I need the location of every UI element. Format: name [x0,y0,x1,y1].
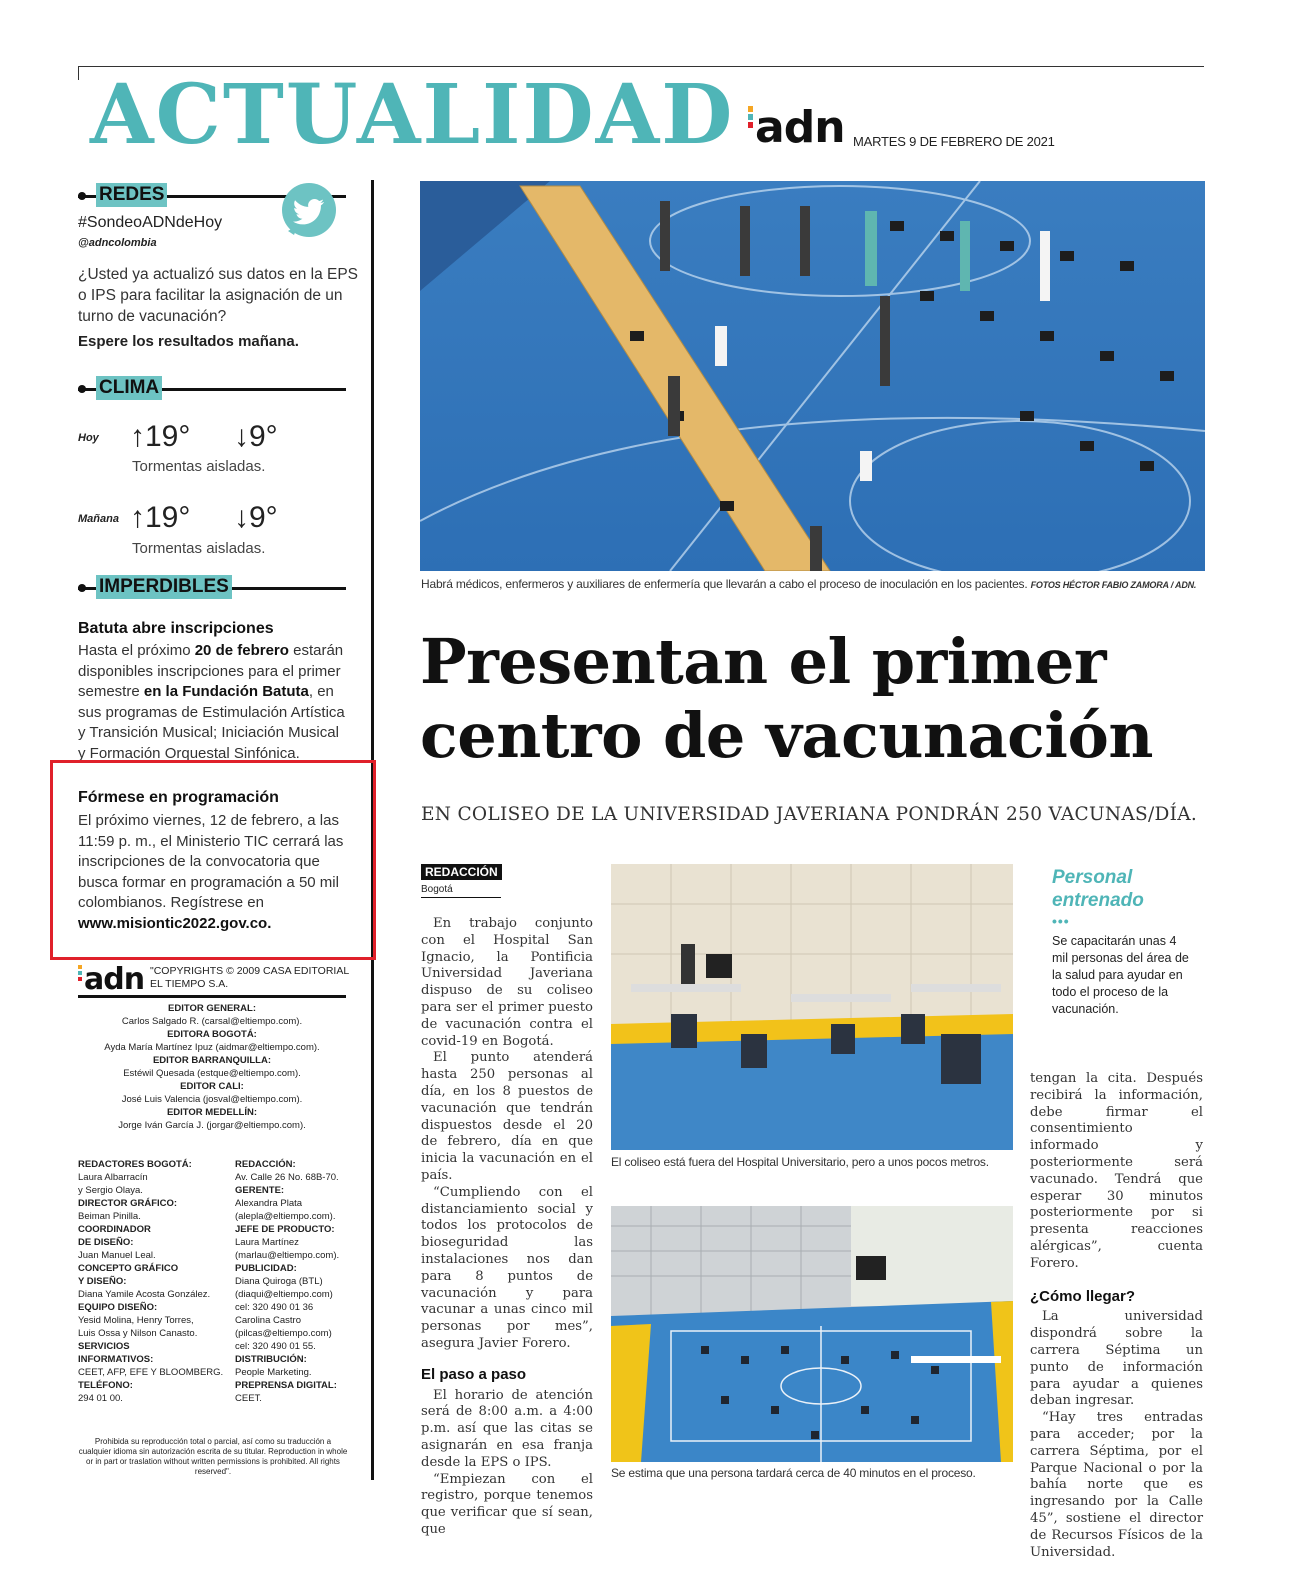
hall-photo [611,1206,1013,1462]
main-photo [420,181,1205,571]
misiontic-link[interactable]: www.misiontic2022.gov.co. [78,914,272,932]
staff-name: Beiman Pinilla. [78,1211,141,1222]
staff-role: JEFE DE PRODUCTO: [235,1224,335,1235]
weather-condition-tomorrow: Tormentas aisladas. [132,540,266,557]
imperdible-2-title: Fórmese en programación [78,789,279,806]
editor-name: Ayda María Martínez Ipuz (aidmar@eltiempo.com). [104,1042,320,1053]
weather-day-today: Hoy [78,432,99,444]
logo-dots-icon [748,106,753,130]
coliseum-photo-caption: El coliseo está fuera del Hospital Universitario, pero a unos pocos metros. [611,1155,989,1169]
redes-header: REDES [78,184,346,208]
weather-max-today: ↑19° [130,420,191,453]
staff-role: PREPRENSA DIGITAL: [235,1380,337,1391]
staff-role: TELÉFONO: [78,1380,133,1391]
sidebox-dots: ••• [1052,913,1070,929]
credits-rule [78,995,346,998]
staff-role: PUBLICIDAD: [235,1263,297,1274]
logo-dots-icon [78,965,82,983]
staff-role: EQUIPO DISEÑO: [78,1302,158,1313]
legal-notice: Prohibida su reproducción total o parcial, así como su traducción a cualquier idioma sin autorización escrita de su titular. Reproduction in whole or in part or traslation without written permissions is prohibited. All rights reserved". [78,1437,348,1476]
dateline-city: Bogotá [421,884,453,895]
staff-name: Laura Albarracín y Sergio Olaya. [78,1172,148,1196]
staff-name: 294 01 00. [78,1393,123,1404]
headline: Presentan el primer centro de vacunación [420,625,1153,772]
editor-role: EDITOR MEDELLÍN: [166,1107,258,1118]
staff-name: Diana Quiroga (BTL) (diaqui@eltiempo.com) cel: 320 490 01 36 Carolina Castro (pilcas@eltiempo.com) cel: 320 490 01 55. [235,1276,333,1352]
weather-condition-today: Tormentas aisladas. [132,458,266,475]
staff-role: SERVICIOS INFORMATIVOS: [78,1341,154,1365]
staff-name: Alexandra Plata (alepla@eltiempo.com). [235,1198,336,1222]
staff-name: People Marketing. [235,1367,312,1378]
copyright: "COPYRIGHTS © 2009 CASA EDITORIAL EL TIEMPO S.A. [150,965,349,990]
editor-name: José Luis Valencia (josval@eltiempo.com). [121,1094,303,1105]
imperdibles-header: IMPERDIBLES [78,576,346,600]
clima-header: CLIMA [78,377,346,401]
staff-role: COORDINADOR DE DISEÑO: [78,1224,151,1248]
credits-right [235,1158,360,1405]
editor-role: EDITORA BOGOTÁ: [167,1029,257,1040]
staff-role: CONCEPTO GRÁFICO Y DISEÑO: [78,1263,179,1287]
staff-name: Laura Martínez (marlau@eltiempo.com). [235,1237,340,1261]
main-photo-caption: Habrá médicos, enfermeros y auxiliares de enfermería que llevarán a cabo el proceso de inoculación en los pacientes. FOTOS HÉCTOR FABIO ZAMORA / ADN. [421,577,1197,591]
staff-role: GERENTE: [235,1185,285,1196]
article-column-1: En trabajo conjunto con el Hospital San Ignacio, la Pontificia Universidad Javeriana dispuso de su coliseo para ser el primer puesto de vacunación contra el covid-19 en Bogotá. El punto atenderá hasta 250 personas al día, en los 8 puestos de vacunación que tendrán dispuestos desde el 20 de febrero, día en que inicia la vacunación en el país. “Cumpliendo con el distanciamiento social y todos los protocolos de bioseguridad las instalaciones nos dan para 8 puntos de vacunación y para vacunar a unas cinco mil personas por mes”, asegura Javier Forero. El paso a paso El horario de atención será de 8:00 a.m. a 4:00 p.m. así que las citas se asignarán en esa franja desde la EPS o IPS. “Empiezan con el registro, porque tenemos que verificar que sí sean, que [421,916,593,1537]
adn-logo-small: adn [78,965,144,995]
coliseum-photo [611,864,1013,1150]
weather-min-tomorrow: ↓9° [234,501,278,534]
subhead-como-llegar: ¿Cómo llegar? [1030,1287,1136,1305]
section-title: ACTUALIDAD [90,67,735,163]
weather-day-tomorrow: Mañana [78,513,119,525]
weather-max-tomorrow: ↑19° [130,501,191,534]
editor-role: EDITOR GENERAL: [168,1003,256,1014]
poll-question: ¿Usted ya actualizó sus datos en la EPS o IPS para facilitar la asignación de un turno de vacunación? [78,266,359,325]
staff-name: Diana Yamile Acosta González. [78,1289,211,1300]
staff-role: REDACCIÓN: [235,1159,296,1170]
editor-role: EDITOR BARRANQUILLA: [152,1055,272,1066]
subhead-paso-a-paso: El paso a paso [421,1365,527,1383]
editors-list [78,1002,346,1132]
adn-logo: adn [748,106,845,150]
poll-cta: Espere los resultados mañana. [78,333,299,350]
imperdible-1-text: Hasta el próximo 20 de febrero estarán disponibles inscripciones para el primer semestre en la Fundación Batuta, en sus programas de Estimulación Artística y Transición Musical; Iniciación Musical y Formación Orquestal Sinfónica. [78,642,345,762]
byline: REDACCIÓN [421,864,502,880]
staff-name: Yesid Molina, Henry Torres, Luis Ossa y Nilson Canasto. [78,1315,198,1339]
credits-left [78,1158,228,1405]
hashtag: #SondeoADNdeHoy [78,214,223,231]
twitter-handle: @adncolombia [78,237,157,249]
issue-date: MARTES 9 DE FEBRERO DE 2021 [853,134,1055,149]
sidebox-text: Se capacitarán unas 4 mil personas del área de la salud para ayudar en todo el proceso de la vacunación. [1052,934,1189,1016]
byline-rule [421,897,501,898]
article-column-3: tengan la cita. Después recibirá la información, debe firmar el consentimiento informado y posteriormente será vacunado. Tendrá que esperar 30 minutos posteriormente por si presenta reacciones alérgicas”, cuenta Forero. ¿Cómo llegar? La universidad dispondrá sobre la carrera Séptima un punto de información para ayudar a quienes deban ingresar. “Hay tres entradas para acceder; por la carrera Séptima, por el Parque Nacional o por la bahía norte que es ingresando por la Calle 45”, sostiene el director de Recursos Físicos de la Universidad. [1030,1071,1203,1560]
imperdible-2-text: El próximo viernes, 12 de febrero, a las 11:59 p. m., el Ministerio TIC cerrará las inscripciones de la convocatoria que busca formar en programación a 50 mil colombianos. Regístrese en www.misiontic2022.gov.co. [78,812,344,932]
editor-role: EDITOR CALI: [180,1081,244,1092]
staff-name: CEET, AFP, EFE Y BLOOMBERG. [78,1367,224,1378]
top-rule-tick [78,66,79,80]
twitter-icon [280,183,338,241]
staff-role: DISTRIBUCIÓN: [235,1354,307,1365]
sidebox-title: Personal entrenado [1052,867,1144,911]
subheadline: EN COLISEO DE LA UNIVERSIDAD JAVERIANA PONDRÁN 250 VACUNAS/DÍA. [421,804,1198,825]
editor-name: Carlos Salgado R. (carsal@eltiempo.com). [121,1016,303,1027]
staff-name: CEET. [235,1393,262,1404]
staff-role: DIRECTOR GRÁFICO: [78,1198,178,1209]
hall-photo-caption: Se estima que una persona tardará cerca de 40 minutos en el proceso. [611,1466,976,1480]
editor-name: Estéwil Quesada (estque@eltiempo.com). [123,1068,301,1079]
staff-name: Juan Manuel Leal. [78,1250,156,1261]
staff-role: REDACTORES BOGOTÁ: [78,1159,192,1170]
weather-min-today: ↓9° [234,420,278,453]
editor-name: Jorge Iván García J. (jorgar@eltiempo.com). [118,1120,306,1131]
imperdible-1-title: Batuta abre inscripciones [78,620,274,637]
staff-name: Av. Calle 26 No. 68B-70. [235,1172,339,1183]
